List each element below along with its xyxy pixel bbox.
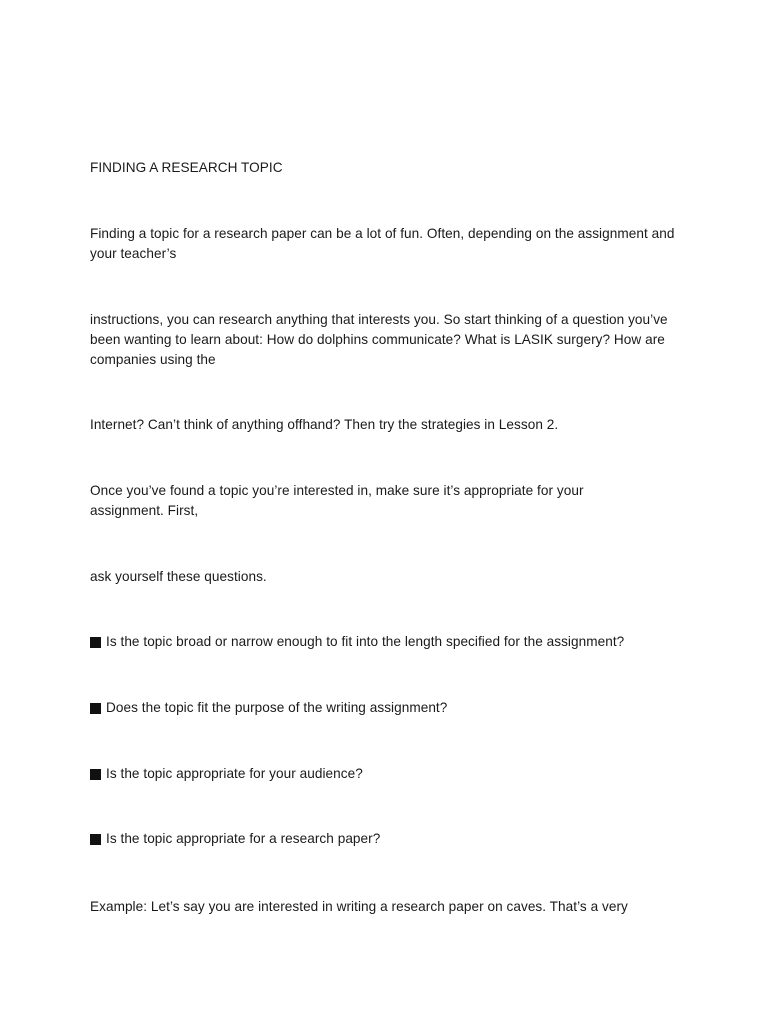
bullet-item-3 xyxy=(90,764,690,784)
square-bullet-icon xyxy=(90,834,101,845)
paragraph-5: ask yourself these questions. xyxy=(90,569,267,584)
bullet-text: Is the topic broad or narrow enough to fit into the length specified for the assignment? xyxy=(106,634,625,649)
bullet-item-2 xyxy=(90,698,690,718)
paragraph-2: instructions, you can research anything that interests you. So start thinking of a question you’ve been wanting to learn about: How do dolphins communicate? What is LASIK surgery? How are companies using the xyxy=(90,312,668,367)
example-paragraph: Example: Let’s say you are interested in writing a research paper on caves. That’s a very xyxy=(90,899,628,914)
square-bullet-icon xyxy=(90,637,101,648)
bullet-text: Is the topic appropriate for your audience? xyxy=(106,766,363,781)
bullet-text: Is the topic appropriate for a research paper? xyxy=(106,831,381,846)
document-title: FINDING A RESEARCH TOPIC xyxy=(90,160,283,175)
bullet-item-1 xyxy=(90,632,690,652)
bullet-item-4 xyxy=(90,829,690,849)
bullet-text: Does the topic fit the purpose of the writing assignment? xyxy=(106,700,448,715)
square-bullet-icon xyxy=(90,769,101,780)
paragraph-4: Once you’ve found a topic you’re interested in, make sure it’s appropriate for your assignment. First, xyxy=(90,483,584,518)
paragraph-1: Finding a topic for a research paper can be a lot of fun. Often, depending on the assignment and your teacher’s xyxy=(90,226,675,261)
square-bullet-icon xyxy=(90,703,101,714)
paragraph-3: Internet? Can’t think of anything offhand? Then try the strategies in Lesson 2. xyxy=(90,417,559,432)
